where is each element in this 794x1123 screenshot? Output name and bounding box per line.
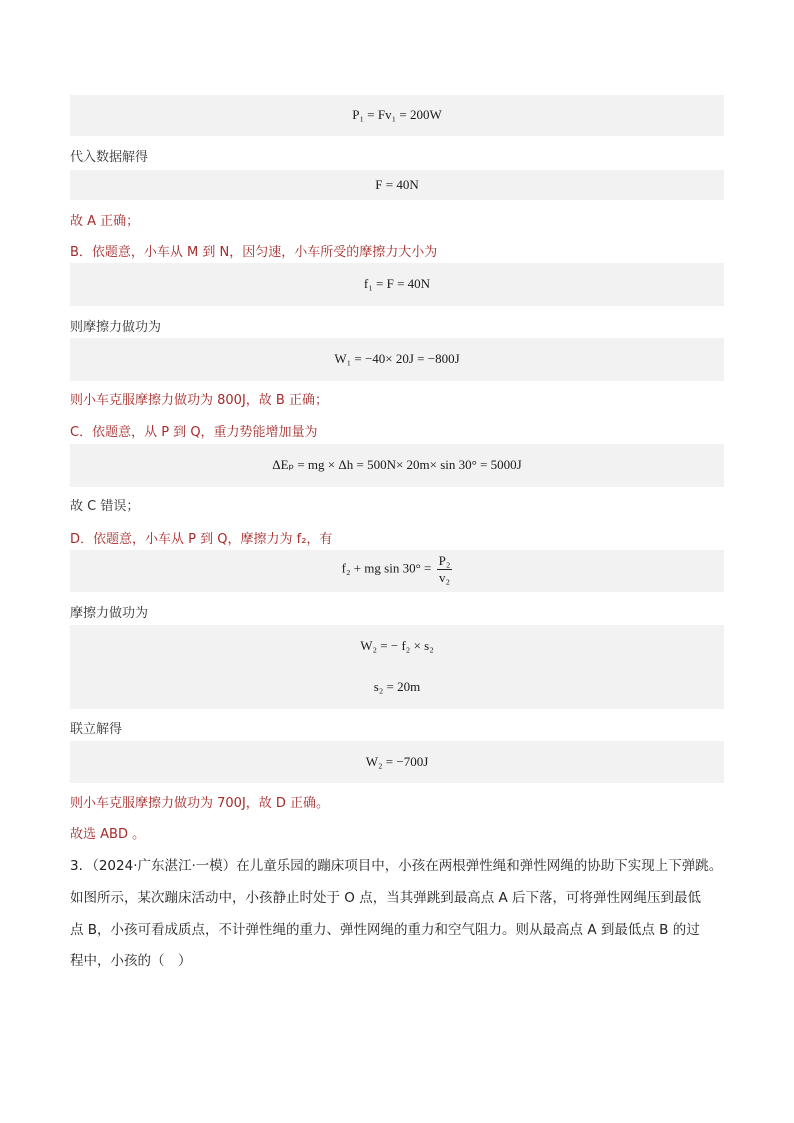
formula-box-power: [70, 95, 724, 136]
step-text-friction-work-2: 摩擦力做功为: [70, 606, 149, 621]
formula-potential: ΔEₚ = mg × Δh = 500N× 20m× sin 30° = 5000J: [272, 457, 522, 472]
step-text-solve: 联立解得: [70, 722, 123, 737]
formula-force: F = 40N: [375, 177, 419, 192]
formula-box-result: [70, 741, 724, 783]
formula-work2: W₂ = − f₂ × s₂: [360, 638, 434, 653]
problem-line-3: 点 B，小孩可看成质点，不计弹性绳的重力、弹性网绳的重力和空气阻力。则从最高点 A 到最低点 B 的过: [70, 922, 700, 938]
step-text-substitute: 代入数据解得: [70, 150, 149, 165]
step-text-b-correct: 则小车克服摩擦力做功为 800J，故 B 正确；: [70, 393, 328, 408]
step-text-c-intro: C．依题意，从 P 到 Q，重力势能增加量为: [70, 425, 318, 440]
formula-box-force: [70, 170, 724, 200]
problem-line-2: 如图所示，某次蹦床活动中，小孩静止时处于 O 点，当其弹跳到最高点 A 后下落，可将弹性网绳压到最低: [70, 890, 702, 906]
formula-box-friction: [70, 263, 724, 306]
fraction-denominator: v₂: [438, 570, 451, 585]
fraction-numerator: P₂: [438, 553, 451, 568]
formula-distance: s₂ = 20m: [373, 679, 421, 694]
formula-power: P₁ = Fv₁ = 200W: [352, 107, 442, 122]
problem-line-1: 3．（2024·广东湛江·一模）在儿童乐园的蹦床项目中，小孩在两根弹性绳和弹性网绳的协助下实现上下弹跳。: [70, 858, 723, 874]
formula-box-work1: [70, 338, 724, 381]
step-text-b-intro: B．依题意，小车从 M 到 N，因匀速，小车所受的摩擦力大小为: [70, 245, 438, 260]
formula-balance-lhs: f₂ + mg sin 30° =: [341, 560, 432, 576]
formula-work1: W₁ = −40× 20J = −800J: [334, 351, 460, 366]
step-text-a-correct: 故 A 正确；: [70, 214, 140, 229]
formula-box-potential: [70, 444, 724, 487]
step-text-d-correct: 则小车克服摩擦力做功为 700J，故 D 正确。: [70, 796, 330, 811]
step-text-friction-work: 则摩擦力做功为: [70, 320, 162, 335]
step-text-answer: 故选 ABD 。: [70, 827, 146, 842]
formula-result: W₂ = −700J: [365, 754, 429, 769]
formula-balance-fraction: [437, 553, 453, 586]
formula-balance: [70, 553, 724, 586]
formula-box-balance: [70, 550, 724, 592]
step-text-d-intro: D．依题意，小车从 P 到 Q，摩擦力为 f₂，有: [70, 532, 333, 547]
formula-box-work2: [70, 625, 724, 709]
problem-line-4: 程中，小孩的（ ）: [70, 953, 192, 969]
step-text-c-wrong: 故 C 错误；: [70, 499, 140, 514]
formula-friction: f₁ = F = 40N: [363, 276, 431, 291]
